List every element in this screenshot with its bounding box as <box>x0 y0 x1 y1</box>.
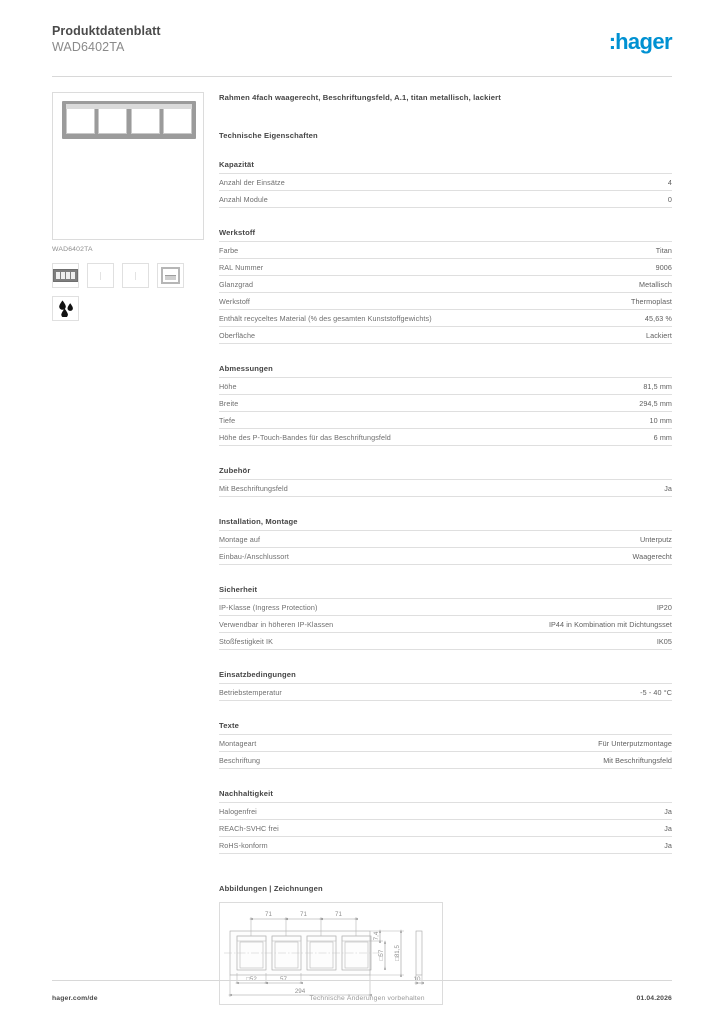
technical-drawing-svg <box>220 903 442 1004</box>
table-row <box>219 735 672 752</box>
spec-section-title: Abmessungen <box>219 364 273 373</box>
spec-section <box>219 721 672 769</box>
thumbnail-strip <box>52 263 204 321</box>
water-drops-thumbnail[interactable] <box>52 296 79 321</box>
spec-value: IP20 <box>656 602 672 612</box>
dim-total-height: □81,5 <box>394 945 401 961</box>
water-drops-icon <box>56 300 76 317</box>
spec-table <box>219 598 672 650</box>
spec-value: Mit Beschriftungsfeld <box>603 755 672 765</box>
table-row <box>219 837 672 854</box>
table-row <box>219 310 672 327</box>
spec-value: 0 <box>667 194 672 204</box>
spec-section-title: Installation, Montage <box>219 517 298 526</box>
dim-depth: 10 <box>413 976 421 983</box>
spec-value: Waagerecht <box>632 551 672 561</box>
spec-label: RoHS-konform <box>219 840 268 850</box>
frame-icon <box>53 269 78 282</box>
spec-label: Verwendbar in höheren IP-Klassen <box>219 619 334 629</box>
spec-section-title: Sicherheit <box>219 585 258 594</box>
product-headline: Rahmen 4fach waagerecht, Beschriftungsfeld, A.1, titan metallisch, lackiert <box>219 93 501 102</box>
table-row <box>219 752 672 769</box>
specifications-column <box>219 92 672 1005</box>
spec-section-title: Texte <box>219 721 240 730</box>
tech-properties-heading: Technische Eigenschaften <box>219 131 318 140</box>
spec-label: Stoßfestigkeit IK <box>219 636 274 646</box>
product-frame-illustration <box>62 101 196 139</box>
spec-table <box>219 241 672 344</box>
dim-pitch-2: 71 <box>300 911 307 918</box>
table-row <box>219 191 672 208</box>
spec-value: Thermoplast <box>630 296 672 306</box>
dim-cutout-pitch: 57 <box>280 976 287 983</box>
spec-label: Beschriftung <box>219 755 261 765</box>
label-field-strip <box>66 104 192 109</box>
spec-value: Lackiert <box>646 330 672 340</box>
blank-thumbnail-2[interactable] <box>122 263 149 288</box>
spec-label: Montage auf <box>219 534 261 544</box>
spec-label: Breite <box>219 398 239 408</box>
header-divider <box>52 76 672 77</box>
spec-section-title: Zubehör <box>219 466 251 475</box>
spec-label: Werkstoff <box>219 296 250 306</box>
spec-value: 45,63 % <box>644 313 672 323</box>
table-row <box>219 599 672 616</box>
spec-value: Ja <box>664 483 672 493</box>
dim-top-offset: 7,4 <box>373 931 380 941</box>
footer-disclaimer: Technische Änderungen vorbehalten <box>309 995 425 1002</box>
table-row <box>219 174 672 191</box>
product-media-column <box>52 92 204 321</box>
dim-inner-height: □57 <box>378 949 385 961</box>
table-row <box>219 276 672 293</box>
blank-icon <box>135 272 136 280</box>
spec-label: Höhe <box>219 381 237 391</box>
spec-section-title: Einsatzbedingungen <box>219 670 296 679</box>
logo-colon-icon: : <box>608 29 616 54</box>
spec-label: IP-Klasse (Ingress Protection) <box>219 602 318 612</box>
table-row <box>219 242 672 259</box>
spec-label: Höhe des P-Touch-Bandes für das Beschriftungsfeld <box>219 432 391 442</box>
table-row <box>219 820 672 837</box>
spec-value: Unterputz <box>639 534 672 544</box>
label-field-thumbnail[interactable] <box>157 263 184 288</box>
product-reference: WAD6402TA <box>52 40 125 54</box>
spec-value: 294,5 mm <box>639 398 672 408</box>
spec-section <box>219 670 672 701</box>
dim-pitch-1: 71 <box>265 911 272 918</box>
spec-section <box>219 789 672 854</box>
table-row <box>219 429 672 446</box>
footer-date: 01.04.2026 <box>636 995 672 1002</box>
table-row <box>219 684 672 701</box>
frame-cell <box>163 107 192 134</box>
table-row <box>219 327 672 344</box>
table-row <box>219 803 672 820</box>
table-row <box>219 412 672 429</box>
frame-cell <box>66 107 95 134</box>
spec-value: Für Unterputzmontage <box>598 738 672 748</box>
spec-section-title: Nachhaltigkeit <box>219 789 274 798</box>
spec-label: Glanzgrad <box>219 279 254 289</box>
spec-table <box>219 683 672 701</box>
table-row <box>219 548 672 565</box>
hager-logo[interactable] <box>609 30 672 54</box>
dim-total-width: 294 <box>294 988 306 995</box>
spec-table <box>219 530 672 565</box>
label-field-icon <box>161 267 180 284</box>
spec-table <box>219 734 672 769</box>
spec-value: 10 mm <box>649 415 672 425</box>
spec-value: 9006 <box>655 262 672 272</box>
table-row <box>219 480 672 497</box>
table-row <box>219 259 672 276</box>
spec-label: Halogenfrei <box>219 806 257 816</box>
page-footer <box>52 995 672 1002</box>
dim-pitch-3: 71 <box>335 911 342 918</box>
spec-section <box>219 364 672 446</box>
frame-thumbnail[interactable] <box>52 263 79 288</box>
spec-label: Oberfläche <box>219 330 256 340</box>
spec-label: Einbau-/Anschlussort <box>219 551 289 561</box>
spec-value: 6 mm <box>653 432 672 442</box>
dim-cutout: □52 <box>246 976 257 983</box>
logo-wordmark: hager <box>615 29 672 54</box>
product-image-caption: WAD6402TA <box>52 246 93 253</box>
spec-table <box>219 479 672 497</box>
spec-label: REACh-SVHC frei <box>219 823 279 833</box>
page-header <box>52 24 672 72</box>
table-row <box>219 378 672 395</box>
spec-value: -5 - 40 °C <box>640 687 672 697</box>
spec-label: Montageart <box>219 738 257 748</box>
spec-value: 4 <box>667 177 672 187</box>
footer-divider <box>52 980 672 981</box>
drawings-title: Abbildungen | Zeichnungen <box>219 884 323 893</box>
spec-label: Betriebstemperatur <box>219 687 282 697</box>
blank-thumbnail-1[interactable] <box>87 263 114 288</box>
blank-icon <box>100 272 101 280</box>
spec-value: Ja <box>664 840 672 850</box>
table-row <box>219 293 672 310</box>
page-title: Produktdatenblatt <box>52 24 161 38</box>
spec-label: Farbe <box>219 245 239 255</box>
spec-label: Tiefe <box>219 415 236 425</box>
spec-value: Metallisch <box>639 279 672 289</box>
spec-value: IK05 <box>656 636 672 646</box>
spec-table <box>219 173 672 208</box>
spec-table <box>219 802 672 854</box>
spec-label: Anzahl der Einsätze <box>219 177 285 187</box>
spec-label: Mit Beschriftungsfeld <box>219 483 288 493</box>
spec-section <box>219 228 672 344</box>
frame-cell <box>131 107 160 134</box>
product-image[interactable] <box>52 92 204 240</box>
spec-section <box>219 160 672 208</box>
spec-section <box>219 585 672 650</box>
spec-section <box>219 466 672 497</box>
table-row <box>219 633 672 650</box>
spec-label: RAL Nummer <box>219 262 264 272</box>
spec-label: Anzahl Module <box>219 194 268 204</box>
spec-table <box>219 377 672 446</box>
footer-website[interactable]: hager.com/de <box>52 995 98 1002</box>
table-row <box>219 395 672 412</box>
spec-value: Ja <box>664 806 672 816</box>
table-row <box>219 531 672 548</box>
spec-sections <box>219 160 672 854</box>
spec-section-title: Werkstoff <box>219 228 256 237</box>
spec-value: Ja <box>664 823 672 833</box>
spec-label: Enthält recyceltes Material (% des gesamten Kunststoffgewichts) <box>219 313 432 323</box>
spec-value: 81,5 mm <box>643 381 672 391</box>
spec-section <box>219 517 672 565</box>
spec-value: IP44 in Kombination mit Dichtungsset <box>548 619 672 629</box>
spec-value: Titan <box>655 245 672 255</box>
table-row <box>219 616 672 633</box>
spec-section-title: Kapazität <box>219 160 255 169</box>
frame-cell <box>98 107 127 134</box>
technical-drawing[interactable] <box>219 902 443 1005</box>
